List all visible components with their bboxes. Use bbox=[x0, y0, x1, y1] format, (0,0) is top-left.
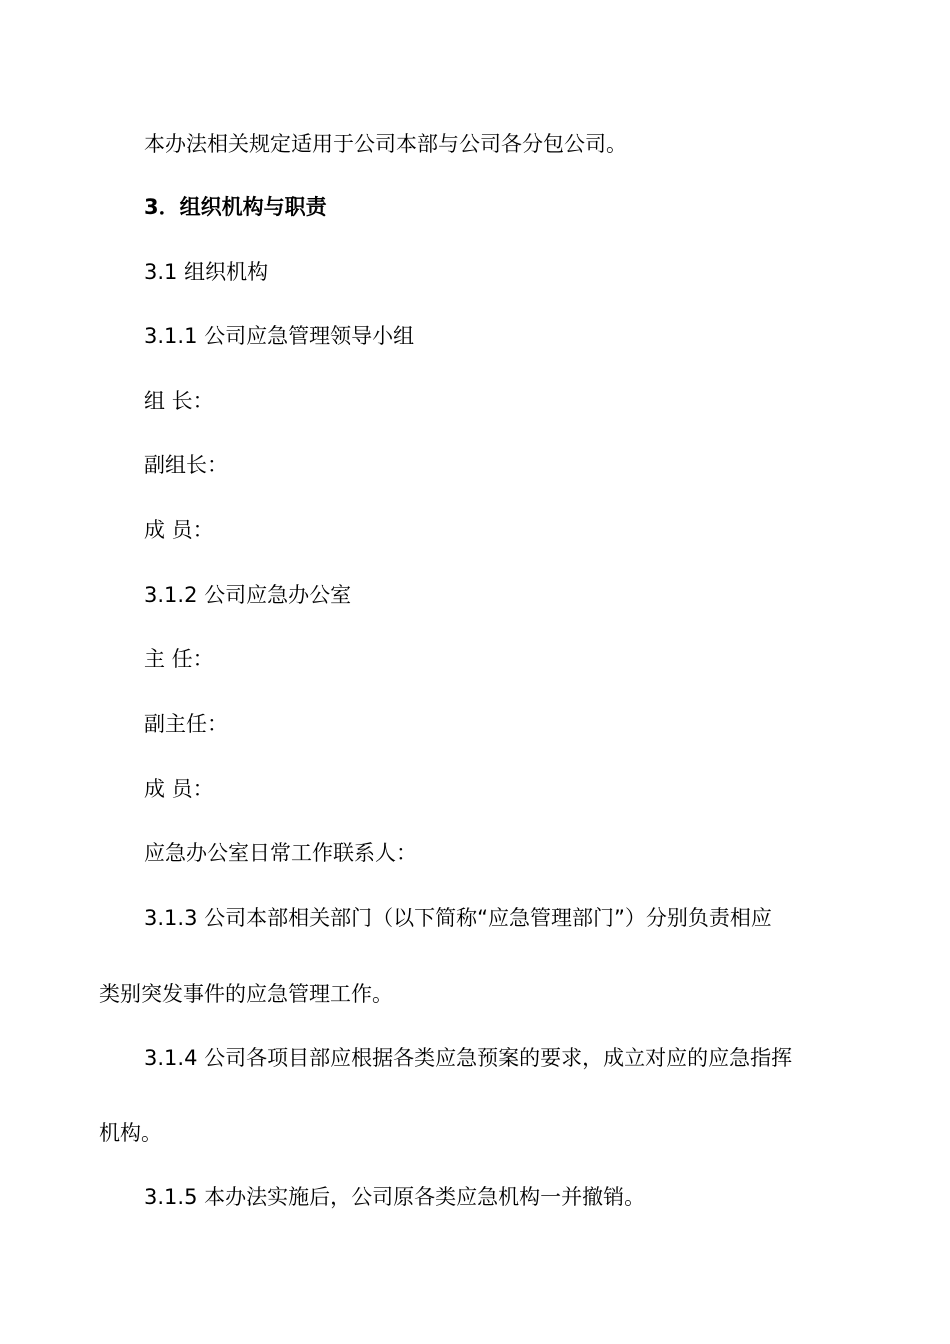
leader-label: 组 长： bbox=[144, 389, 214, 413]
office-members-label: 成 员： bbox=[144, 777, 214, 801]
director-label: 主 任： bbox=[144, 647, 214, 671]
section-3-heading: 3．组织机构与职责 bbox=[144, 195, 327, 219]
section-3-1-2-heading: 3.1.2 公司应急办公室 bbox=[144, 583, 352, 607]
section-3-1-3-line-1: 3.1.3 公司本部相关部门（以下简称“应急管理部门”）分别负责相应 bbox=[144, 906, 772, 930]
deputy-leader-label: 副组长： bbox=[144, 453, 228, 477]
section-3-1-5-paragraph: 3.1.5 本办法实施后，公司原各类应急机构一并撤销。 bbox=[144, 1185, 646, 1209]
deputy-director-label: 副主任： bbox=[144, 712, 228, 736]
section-3-1-4-line-2: 机构。 bbox=[99, 1121, 162, 1145]
members-label: 成 员： bbox=[144, 518, 214, 542]
section-3-1-1-heading: 3.1.1 公司应急管理领导小组 bbox=[144, 324, 415, 348]
section-3-1-heading: 3.1 组织机构 bbox=[144, 260, 269, 284]
contact-person-label: 应急办公室日常工作联系人： bbox=[144, 841, 417, 865]
section-3-1-3-line-2: 类别突发事件的应急管理工作。 bbox=[99, 982, 393, 1006]
section-3-1-4-line-1: 3.1.4 公司各项目部应根据各类应急预案的要求，成立对应的应急指挥 bbox=[144, 1046, 793, 1070]
scope-paragraph: 本办法相关规定适用于公司本部与公司各分包公司。 bbox=[144, 132, 627, 156]
